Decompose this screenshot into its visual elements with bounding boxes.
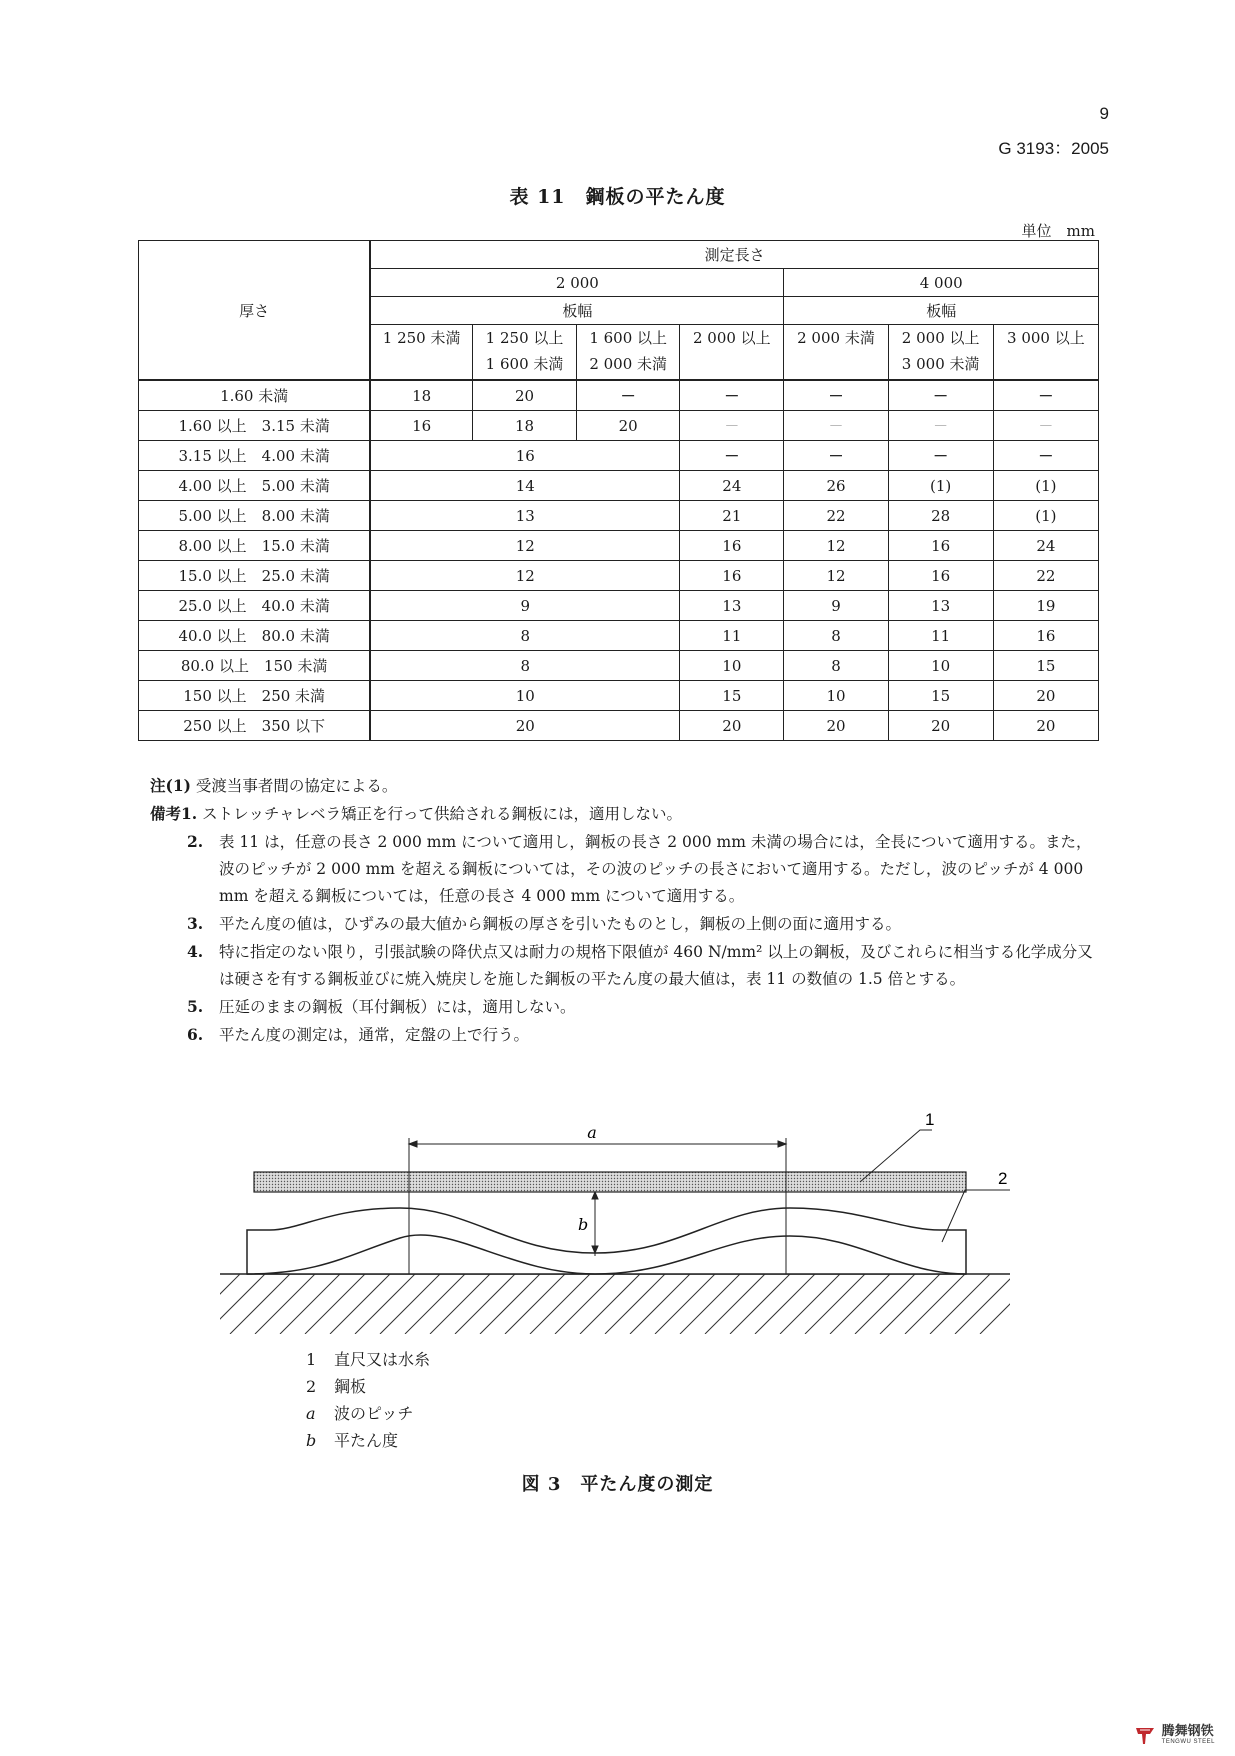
- value-cell: 22: [784, 501, 888, 531]
- value-cell: 16: [888, 531, 993, 561]
- legend-item: 1 直尺又は水糸: [306, 1350, 431, 1369]
- merged-value-cell: 14: [370, 471, 679, 501]
- document-code: G 3193：2005: [998, 139, 1109, 158]
- steel-plate: [247, 1208, 966, 1274]
- value-cell: 8: [784, 651, 888, 681]
- note-1: [150, 772, 1095, 800]
- thickness-cell: 25.0 以上 40.0 未満: [139, 591, 371, 621]
- merged-value-cell: 12: [370, 531, 679, 561]
- value-cell: －: [993, 380, 1098, 411]
- flatness-dimension: [592, 1192, 598, 1256]
- width-header-2000: 板幅: [370, 297, 784, 325]
- thickness-cell: 250 以上 350 以下: [139, 711, 371, 741]
- logo-icon: [1134, 1724, 1156, 1746]
- thickness-cell: 1.60 未満: [139, 380, 371, 411]
- thickness-cell: 3.15 以上 4.00 未満: [139, 441, 371, 471]
- value-cell: 24: [993, 531, 1098, 561]
- value-cell: 18: [370, 380, 472, 411]
- remark-item: 4. 特に指定のない限り，引張試験の降伏点又は耐力の規格下限値が 460 N/mm² 以上の鋼板，及びこれらに相当する化学成分又は硬さを有する鋼板並びに焼入焼戻しを施した鋼板の平たん度の最大値は，表 11 の数値の 1.5 倍とする。: [187, 942, 1093, 988]
- table-row: [139, 561, 1099, 591]
- value-cell: 20: [888, 711, 993, 741]
- thickness-cell: 1.60 以上 3.15 未満: [139, 411, 371, 441]
- merged-value-cell: 20: [370, 711, 679, 741]
- length-2000-header: 2 000: [370, 269, 784, 297]
- unit-label: 単位 mm: [1021, 222, 1095, 240]
- merged-value-cell: 8: [370, 621, 679, 651]
- width-col-header: 1 250 未満: [370, 325, 472, 381]
- page-number: 9: [1099, 104, 1109, 123]
- logo-subtext: TENGWU STEEL: [1161, 1739, 1215, 1745]
- width-col-header: 1 600 以上 2 000 未満: [577, 325, 680, 381]
- value-cell: 15: [993, 651, 1098, 681]
- value-cell: 15: [888, 681, 993, 711]
- thickness-cell: 8.00 以上 15.0 未満: [139, 531, 371, 561]
- table-row: [139, 591, 1099, 621]
- value-cell: －: [784, 441, 888, 471]
- width-col-header: 2 000 以上: [680, 325, 784, 381]
- value-cell: 28: [888, 501, 993, 531]
- value-cell: (1): [993, 471, 1098, 501]
- table-row: [139, 441, 1099, 471]
- legend-item: a 波のピッチ: [306, 1404, 414, 1423]
- width-header-4000: 板幅: [784, 297, 1099, 325]
- value-cell: 16: [370, 411, 472, 441]
- figure-legend: [306, 1346, 430, 1454]
- logo-text: 腾舞钢铁: [1161, 1724, 1214, 1739]
- value-cell: －: [680, 380, 784, 411]
- remark-item: 6. 平たん度の測定は，通常，定盤の上で行う。: [187, 1025, 530, 1044]
- value-cell: 11: [888, 621, 993, 651]
- value-cell: 13: [680, 591, 784, 621]
- merged-value-cell: 9: [370, 591, 679, 621]
- merged-value-cell: 10: [370, 681, 679, 711]
- table-row: [139, 501, 1099, 531]
- value-cell: 16: [993, 621, 1098, 651]
- label-b: b: [578, 1215, 589, 1234]
- measure-length-header: 測定長さ: [370, 241, 1098, 269]
- value-cell: 20: [680, 711, 784, 741]
- value-cell: (1): [993, 501, 1098, 531]
- remark-1-text: ストレッチャレベラ矯正を行って供給される鋼板には，適用しない。: [202, 805, 683, 823]
- remark-item: 5. 圧延のままの鋼板（耳付鋼板）には，適用しない。: [187, 997, 576, 1016]
- value-cell: 20: [472, 380, 576, 411]
- straight-edge: [254, 1172, 966, 1192]
- value-cell: 22: [993, 561, 1098, 591]
- width-col-header: 3 000 以上: [993, 325, 1098, 381]
- remark-1: [150, 800, 1095, 828]
- table-row: [139, 681, 1099, 711]
- value-cell: 16: [888, 561, 993, 591]
- table-row: [139, 471, 1099, 501]
- flatness-measurement-figure: [220, 1108, 1020, 1338]
- value-cell: 21: [680, 501, 784, 531]
- table-row: [139, 411, 1099, 441]
- value-cell: 16: [680, 561, 784, 591]
- value-cell: 19: [993, 591, 1098, 621]
- value-cell: 9: [784, 591, 888, 621]
- thickness-cell: 4.00 以上 5.00 未満: [139, 471, 371, 501]
- value-cell: 8: [784, 621, 888, 651]
- thickness-cell: 5.00 以上 8.00 未満: [139, 501, 371, 531]
- legend-item: 2 鋼板: [306, 1377, 367, 1396]
- merged-value-cell: 16: [370, 441, 679, 471]
- width-col-header: 2 000 未満: [784, 325, 888, 381]
- table-row: [139, 531, 1099, 561]
- thickness-cell: 40.0 以上 80.0 未満: [139, 621, 371, 651]
- value-cell: (1): [888, 471, 993, 501]
- value-cell: 10: [680, 651, 784, 681]
- note-1-label: 注(1): [150, 776, 191, 795]
- table-row: [139, 380, 1099, 411]
- value-cell: 24: [680, 471, 784, 501]
- brand-logo: [1134, 1724, 1215, 1746]
- surface-plate: [220, 1274, 1020, 1334]
- value-cell: 26: [784, 471, 888, 501]
- value-cell: －: [784, 380, 888, 411]
- legend-item: b 平たん度: [306, 1431, 399, 1450]
- value-cell: 10: [784, 681, 888, 711]
- callout-1: 1: [925, 1110, 935, 1129]
- value-cell: 18: [472, 411, 576, 441]
- callout-2: 2: [998, 1169, 1008, 1188]
- label-a: a: [587, 1123, 597, 1142]
- width-col-header: 1 250 以上 1 600 未満: [472, 325, 576, 381]
- remarks-label: 備考1.: [150, 804, 198, 823]
- table-title: 表 11 鋼板の平たん度: [509, 186, 726, 208]
- thickness-cell: 150 以上 250 未満: [139, 681, 371, 711]
- merged-value-cell: 13: [370, 501, 679, 531]
- value-cell: －: [888, 380, 993, 411]
- remark-item: 3. 平たん度の値は，ひずみの最大値から鋼板の厚さを引いたものとし，鋼板の上側の面に適用する。: [187, 914, 902, 933]
- value-cell: －: [888, 441, 993, 471]
- table-row: [139, 651, 1099, 681]
- figure-title: 図 3 平たん度の測定: [521, 1474, 714, 1495]
- width-col-header: 2 000 以上 3 000 未満: [888, 325, 993, 381]
- value-cell: －: [993, 411, 1098, 441]
- merged-value-cell: 8: [370, 651, 679, 681]
- value-cell: －: [680, 411, 784, 441]
- value-cell: 11: [680, 621, 784, 651]
- value-cell: －: [993, 441, 1098, 471]
- merged-value-cell: 12: [370, 561, 679, 591]
- value-cell: 20: [784, 711, 888, 741]
- value-cell: －: [680, 441, 784, 471]
- note-1-text: 受渡当事者間の協定による。: [195, 777, 398, 795]
- notes-section: [150, 772, 1095, 1049]
- value-cell: －: [577, 380, 680, 411]
- value-cell: 15: [680, 681, 784, 711]
- thickness-header: 厚さ: [139, 241, 371, 381]
- length-4000-header: 4 000: [784, 269, 1099, 297]
- value-cell: 20: [993, 681, 1098, 711]
- value-cell: 16: [680, 531, 784, 561]
- value-cell: 12: [784, 531, 888, 561]
- flatness-table: [138, 240, 1099, 741]
- value-cell: 10: [888, 651, 993, 681]
- table-row: [139, 621, 1099, 651]
- table-row: [139, 711, 1099, 741]
- thickness-cell: 80.0 以上 150 未満: [139, 651, 371, 681]
- value-cell: 13: [888, 591, 993, 621]
- value-cell: 20: [577, 411, 680, 441]
- thickness-cell: 15.0 以上 25.0 未満: [139, 561, 371, 591]
- value-cell: －: [888, 411, 993, 441]
- value-cell: －: [784, 411, 888, 441]
- remark-item: 2. 表 11 は，任意の長さ 2 000 mm について適用し，鋼板の長さ 2 000 mm 未満の場合には，全長について適用する。また，波のピッチが 2 000 mm を超える鋼板については，その波のピッチの長さにおいて適用する。ただし，波のピッチが 4 000 mm を超える鋼板については，任意の長さ 4 000 mm について適用する。: [187, 832, 1092, 905]
- value-cell: 12: [784, 561, 888, 591]
- value-cell: 20: [993, 711, 1098, 741]
